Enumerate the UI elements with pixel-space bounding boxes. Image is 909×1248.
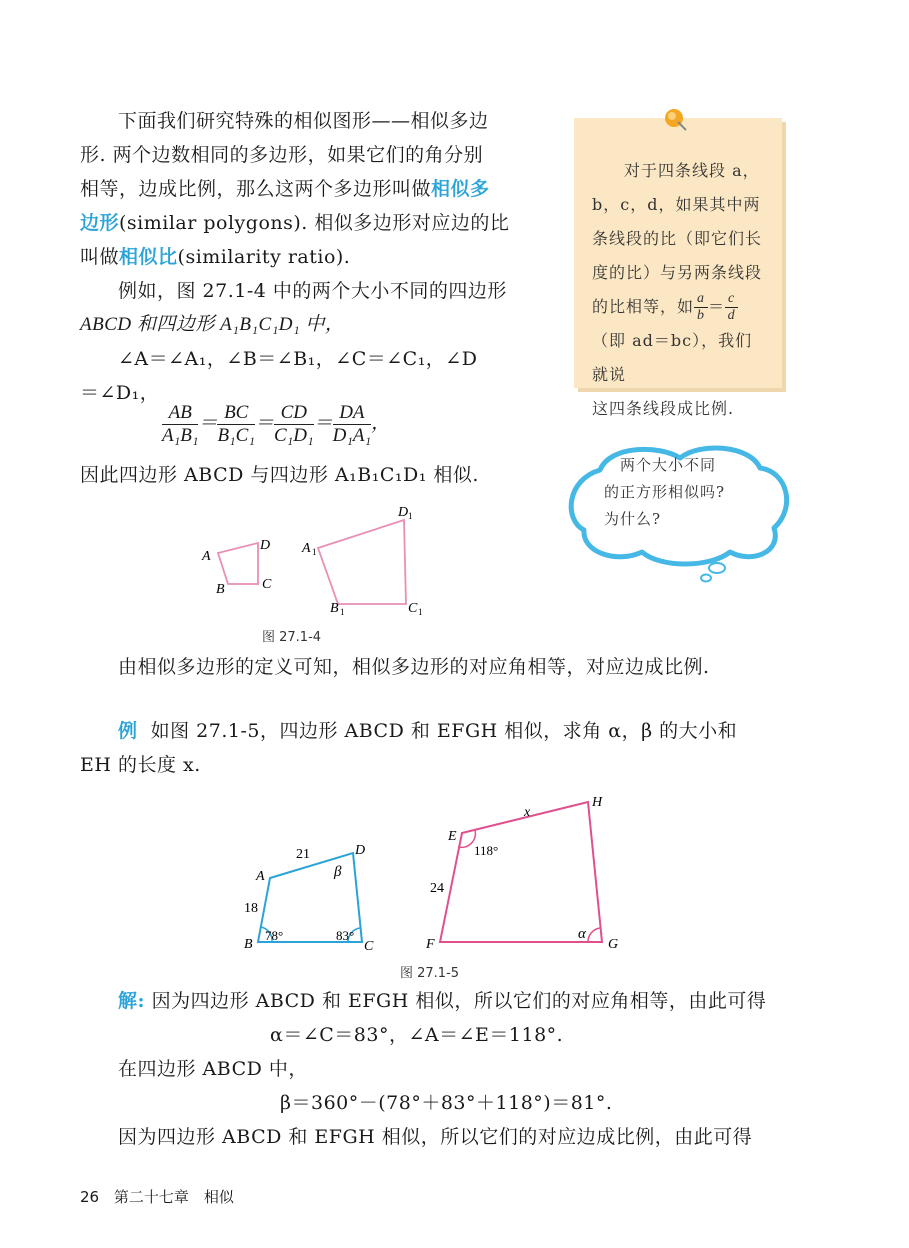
quad-abcd-small: [218, 543, 258, 584]
angle-g-arc: [588, 928, 600, 942]
term-similar-polygons-end: 边形: [80, 212, 120, 234]
angle-equalities-end: ＝∠D₁，: [80, 382, 160, 404]
example-tag: 例: [118, 720, 138, 742]
note-text: 对于四条线段 a， b，c，d，如果其中两 条线段的比（即它们长 度的比）与另两条线段 的比相等，如 $\frac{a}{b}$ ＝ $\frac{c}{d}$ （即 ad＝bc），我们就说 这四条线段成比例.: [592, 161, 763, 418]
quad-efgh: [440, 802, 602, 942]
label-a: A: [256, 869, 265, 884]
label-c1-sub: 1: [418, 607, 423, 617]
ratio-ab: $\frac{AB}{\text{A₁B₁}}$: [162, 402, 199, 446]
pushpin-icon: [660, 100, 696, 136]
figure-caption: 图 27.1-4: [262, 630, 322, 645]
label-f: F: [426, 937, 435, 952]
label-c: C: [364, 939, 374, 954]
angle-e-value: 118°: [474, 843, 499, 858]
label-a1-sub: 1: [312, 547, 317, 557]
label-c1: C: [408, 601, 418, 616]
page-footer: [80, 1186, 234, 1207]
label-b1: B: [330, 601, 339, 616]
label-b: B: [216, 582, 225, 597]
quad-a1b1c1d1-large: [318, 520, 406, 604]
label-a1: A: [302, 541, 311, 556]
label-a: A: [202, 549, 211, 564]
ratio-da: $\frac{DA}{\text{D₁A₁}}$: [332, 402, 372, 446]
term-similar-polygons: 相似多: [431, 178, 490, 200]
term-similarity-ratio: 相似比: [119, 246, 178, 268]
conclusion: 因此四边形 ABCD 与四边形 A₁B₁C₁D₁ 相似.: [80, 464, 479, 486]
label-h: H: [592, 795, 603, 810]
angle-alpha: α: [578, 926, 586, 942]
figure-27-1-5: [230, 790, 650, 960]
equation-alpha: α＝∠C＝83°，∠A＝∠E＝118°.: [270, 1024, 564, 1046]
label-c: C: [262, 577, 272, 592]
example-intro: [80, 274, 560, 410]
ratio-cd: $\frac{CD}{\text{C₁D₁}}$: [273, 402, 314, 446]
angle-equalities: ∠A＝∠A₁，∠B＝∠B₁，∠C＝∠C₁，∠D: [118, 348, 478, 370]
figure-caption: 图 27.1-5: [400, 966, 460, 981]
solution-tag: 解:: [118, 990, 146, 1012]
intro-line: 相等，边成比例，那么这两个多边形叫做相似多: [80, 178, 490, 200]
thought-bubble-text: 两个大小不同 的正方形相似吗? 为什么?: [604, 456, 726, 528]
angle-beta: β: [334, 864, 342, 880]
example-intro-line: 例如，图 27.1-4 中的两个大小不同的四边形: [118, 280, 507, 302]
angle-c-value: 83°: [336, 928, 355, 943]
label-b1-sub: 1: [340, 607, 345, 617]
label-d: D: [355, 843, 366, 858]
ratio-equation: $\frac{AB}{\text{A₁B₁}}$ ＝ $\frac{BC}{\text{B₁C₁}}$ ＝ $\frac{CD}{\text{C₁D₁}}$ ＝ $\frac{DA}{\text{D₁A₁}}$ ，: [162, 402, 391, 446]
angle-b-value: 78°: [265, 928, 284, 943]
side-18: 18: [244, 901, 258, 916]
label-e: E: [448, 829, 457, 844]
page-number: 26: [80, 1188, 100, 1206]
intro-line: 叫做相似比(similarity ratio).: [80, 246, 351, 268]
equation-beta: β＝360°－(78°＋83°＋118°)＝81°.: [280, 1092, 613, 1114]
solution: 解: 因为四边形 ABCD 和 EFGH 相似，所以它们的对应角相等，由此可得 α＝∠C＝83°，∠A＝∠E＝118°. 在四边形 ABCD 中， β＝360°－(78°＋83°＋118°)＝81°. 因为四边形 ABCD 和 EFGH 相似，所以它们的对应边成比例，由此可得: [80, 984, 860, 1154]
intro-paragraph: [80, 104, 550, 274]
ratio-bc: $\frac{BC}{\text{B₁C₁}}$: [217, 402, 255, 446]
intro-line: 边形(similar polygons). 相似多边形对应边的比: [80, 212, 510, 234]
label-b: B: [244, 937, 253, 952]
margin-note: [574, 118, 782, 418]
chapter-title: 第二十七章 相似: [113, 1188, 234, 1206]
note-frac-ab: $\frac{a}{b}$: [694, 291, 708, 324]
intro-line: 下面我们研究特殊的相似图形——相似多边: [118, 110, 489, 132]
label-d1-sub: 1: [408, 511, 413, 521]
property-statement: 由相似多边形的定义可知，相似多边形的对应角相等，对应边成比例.: [118, 656, 710, 678]
side-24: 24: [430, 881, 444, 896]
label-d: D: [260, 538, 271, 553]
example-problem: 例 如图 27.1-5，四边形 ABCD 和 EFGH 相似，求角 α，β 的大小和 EH 的长度 x.: [80, 720, 738, 776]
example-intro-line: ABCD 和四边形 A₁B₁C₁D₁ 中，: [80, 314, 345, 335]
intro-line: 形. 两个边数相同的多边形，如果它们的角分别: [80, 144, 484, 166]
side-21: 21: [296, 847, 310, 862]
label-g: G: [608, 937, 619, 952]
note-frac-cd: $\frac{c}{d}$: [725, 291, 738, 324]
figure-27-1-4: [190, 500, 450, 620]
side-x: x: [524, 805, 531, 820]
label-d1: D: [398, 505, 409, 520]
